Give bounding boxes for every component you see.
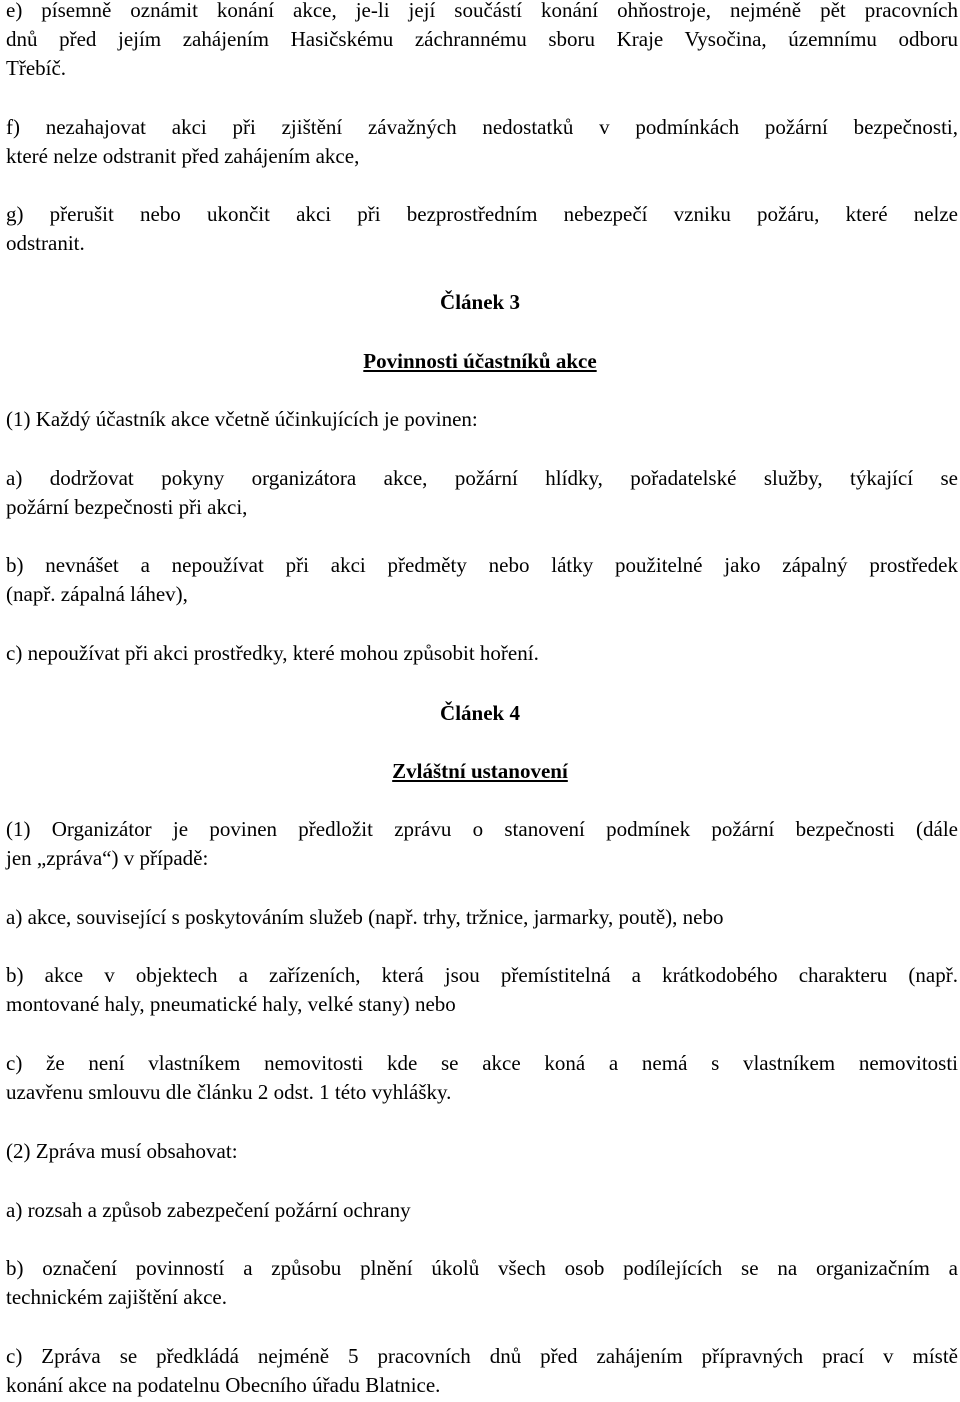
article-4-title: Článek 4 bbox=[440, 701, 520, 725]
article-4-paragraph-2-item-c-line-1: c) Zpráva se předkládá nejméně 5 pracovních dnů před zahájením přípravných prací v místě bbox=[6, 1344, 958, 1368]
article-4-paragraph-2-item-c-line-2: konání akce na podatelnu Obecního úřadu Blatnice. bbox=[6, 1373, 441, 1397]
article-4-item-b-line-2: montované haly, pneumatické haly, velké stany) nebo bbox=[6, 992, 456, 1016]
article-4-subtitle: Zvláštní ustanovení bbox=[392, 759, 568, 783]
article-3-item-b-line-2: (např. zápalná láhev), bbox=[6, 582, 188, 606]
article-3-item-c: c) nepoužívat při akci prostředky, které mohou způsobit hoření. bbox=[6, 641, 539, 665]
article-3-title: Článek 3 bbox=[440, 290, 520, 314]
article-4-item-a: a) akce, související s poskytováním služeb (např. trhy, tržnice, jarmarky, poutě), nebo bbox=[6, 905, 724, 929]
paragraph-e-line-3: Třebíč. bbox=[6, 56, 67, 80]
article-3-subtitle: Povinnosti účastníků akce bbox=[363, 349, 597, 373]
article-4-paragraph-1-line-2: jen „zpráva“) v případě: bbox=[6, 846, 209, 870]
paragraph-g-line-2: odstranit. bbox=[6, 231, 85, 255]
paragraph-f-line-1: f) nezahajovat akci při zjištění závažných nedostatků v podmínkách požární bezpečnosti, bbox=[6, 115, 958, 139]
article-3-item-a-line-1: a) dodržovat pokyny organizátora akce, požární hlídky, pořadatelské služby, týkající se bbox=[6, 466, 958, 490]
article-4-paragraph-2: (2) Zpráva musí obsahovat: bbox=[6, 1139, 238, 1163]
article-4-item-c-line-1: c) že není vlastníkem nemovitosti kde se akce koná a nemá s vlastníkem nemovitosti bbox=[6, 1051, 958, 1075]
article-4-paragraph-1-line-1: (1) Organizátor je povinen předložit zprávu o stanovení podmínek požární bezpečnosti (dále bbox=[6, 817, 958, 841]
article-4-paragraph-2-item-b-line-1: b) označení povinností a způsobu plnění úkolů všech osob podílejících se na organizačním a bbox=[6, 1256, 958, 1280]
article-4-paragraph-2-item-b-line-2: technickém zajištění akce. bbox=[6, 1285, 227, 1309]
article-4-paragraph-2-item-a: a) rozsah a způsob zabezpečení požární ochrany bbox=[6, 1198, 411, 1222]
paragraph-g-line-1: g) přerušit nebo ukončit akci při bezprostředním nebezpečí vzniku požáru, které nelze bbox=[6, 202, 958, 226]
paragraph-e-line-1: e) písemně oznámit konání akce, je-li její součástí konání ohňostroje, nejméně pět pracovních bbox=[6, 0, 958, 22]
paragraph-f-line-2: které nelze odstranit před zahájením akce, bbox=[6, 144, 360, 168]
article-3-item-a-line-2: požární bezpečnosti při akci, bbox=[6, 495, 248, 519]
article-3-paragraph-1: (1) Každý účastník akce včetně účinkujících je povinen: bbox=[6, 407, 478, 431]
article-4-item-b-line-1: b) akce v objektech a zařízeních, která jsou přemístitelná a krátkodobého charakteru (např. bbox=[6, 963, 958, 987]
article-3-item-b-line-1: b) nevnášet a nepoužívat při akci předměty nebo látky použitelné jako zápalný prostředek bbox=[6, 553, 958, 577]
article-4-item-c-line-2: uzavřenu smlouvu dle článku 2 odst. 1 této vyhlášky. bbox=[6, 1080, 452, 1104]
paragraph-e-line-2: dnů před jejím zahájením Hasičskému záchrannému sboru Kraje Vysočina, územnímu odboru bbox=[6, 27, 958, 51]
